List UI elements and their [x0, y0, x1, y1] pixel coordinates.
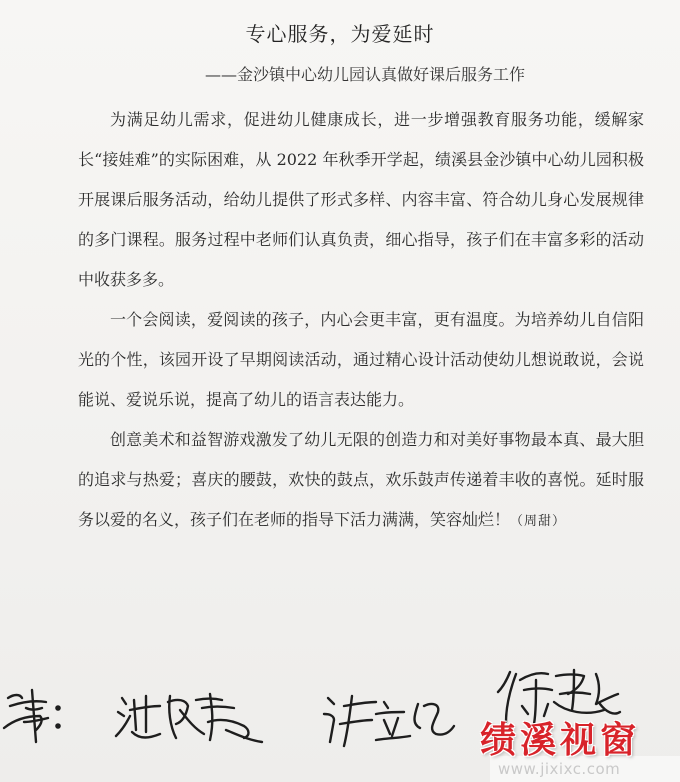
watermark-url: www.jixixc.com: [498, 760, 621, 778]
signature-label-审: [4, 690, 60, 742]
paragraph-2: 一个会阅读，爱阅读的孩子，内心会更丰富，更有温度。为培养幼儿自信阳光的个性，该园开设了早期阅读活动，通过精心设计活动使幼儿想说敢说，会说能说、爱说乐说，提高了幼儿的语言表达能力。: [78, 310, 644, 409]
signature-许立红: [324, 696, 454, 746]
document-body: [78, 100, 644, 542]
paragraph-1: 为满足幼儿需求，促进幼儿健康成长，进一步增强教育服务功能，缓解家长“接娃难”的实际困难，从 2022 年秋季开学起，绩溪县金沙镇中心幼儿园积极开展课后服务活动，给幼儿提供了形式多样、内容丰富、符合幼儿身心发展规律的多门课程。服务过程中老师们认真负责，细心指导，孩子们在丰富多彩的活动中收获多多。: [78, 110, 644, 289]
watermark-brand: 绩溪视窗: [480, 719, 641, 761]
document-title: 专心服务，为爱延时: [245, 22, 435, 46]
paragraph-3: [78, 420, 644, 542]
site-watermark: [480, 708, 680, 782]
paragraph-3-text: 创意美术和益智游戏激发了幼儿无限的创造力和对美好事物最本真、最大胆的追求与热爱；喜庆的腰鼓，欢快的鼓点，欢乐鼓声传递着丰收的喜悦。延时服务以爱的名义，孩子们在老师的指导下活力满满，笑容灿烂！: [78, 430, 644, 529]
signature-洪晓燕: [116, 694, 262, 742]
document-subtitle: ——金沙镇中心幼儿园认真做好课后服务工作: [205, 65, 526, 84]
author-note: （周甜）: [510, 514, 567, 529]
